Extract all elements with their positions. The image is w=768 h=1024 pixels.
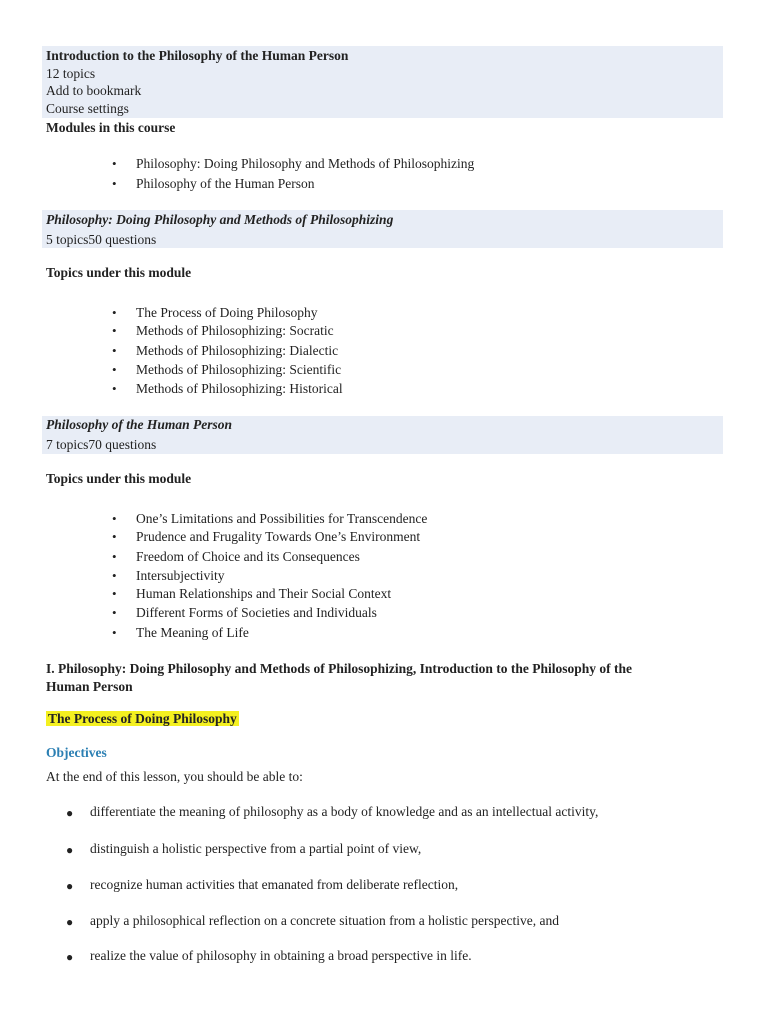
bullet-icon: ● bbox=[66, 806, 74, 820]
topic-link[interactable]: The Process of Doing Philosophy bbox=[136, 305, 318, 320]
bullet-icon: • bbox=[112, 343, 117, 358]
module-title: Philosophy of the Human Person bbox=[46, 417, 233, 432]
topic-link[interactable]: Different Forms of Societies and Individuals bbox=[136, 605, 377, 620]
objectives-intro: At the end of this lesson, you should be able to: bbox=[46, 769, 303, 784]
objective-item: recognize human activities that emanated from deliberate reflection, bbox=[90, 877, 459, 892]
bullet-icon: • bbox=[112, 362, 117, 377]
objective-item: apply a philosophical reflection on a concrete situation from a holistic perspective, and bbox=[90, 913, 559, 928]
modules-heading: Modules in this course bbox=[46, 120, 176, 135]
objectives-heading: Objectives bbox=[46, 745, 107, 760]
module-meta: 5 topics50 questions bbox=[46, 232, 157, 247]
chapter-heading-line2: Human Person bbox=[46, 679, 133, 694]
objective-item: realize the value of philosophy in obtaining a broad perspective in life. bbox=[90, 948, 472, 963]
topic-link[interactable]: One’s Limitations and Possibilities for Transcendence bbox=[136, 511, 428, 526]
topic-link[interactable]: The Meaning of Life bbox=[136, 625, 249, 640]
bullet-icon: • bbox=[112, 568, 117, 583]
bullet-icon: • bbox=[112, 156, 117, 171]
bullet-icon: • bbox=[112, 549, 117, 564]
bullet-icon: ● bbox=[66, 843, 74, 857]
topic-link[interactable]: Methods of Philosophizing: Socratic bbox=[136, 323, 334, 338]
objective-item: differentiate the meaning of philosophy as a body of knowledge and as an intellectual activity, bbox=[90, 804, 599, 819]
lesson-title-wrap bbox=[46, 710, 239, 728]
lesson-title: The Process of Doing Philosophy bbox=[48, 711, 237, 726]
bullet-icon: ● bbox=[66, 915, 74, 929]
topic-link[interactable]: Methods of Philosophizing: Dialectic bbox=[136, 343, 339, 358]
chapter-heading-line1: I. Philosophy: Doing Philosophy and Methods of Philosophizing, Introduction to the Philosophy of the bbox=[46, 661, 632, 676]
module-link[interactable]: Philosophy: Doing Philosophy and Methods of Philosophizing bbox=[136, 156, 475, 171]
topics-heading: Topics under this module bbox=[46, 471, 192, 486]
add-to-bookmark-link[interactable]: Add to bookmark bbox=[46, 83, 142, 98]
bullet-icon: • bbox=[112, 323, 117, 338]
module-link[interactable]: Philosophy of the Human Person bbox=[136, 176, 315, 191]
bullet-icon: • bbox=[112, 511, 117, 526]
course-title: Introduction to the Philosophy of the Human Person bbox=[46, 48, 349, 63]
course-settings-link[interactable]: Course settings bbox=[46, 101, 129, 116]
bullet-icon: • bbox=[112, 605, 117, 620]
bullet-icon: • bbox=[112, 625, 117, 640]
course-topics-count: 12 topics bbox=[46, 66, 96, 81]
bullet-icon: • bbox=[112, 305, 117, 320]
module-meta: 7 topics70 questions bbox=[46, 437, 157, 452]
topics-heading: Topics under this module bbox=[46, 265, 192, 280]
objective-item: distinguish a holistic perspective from a partial point of view, bbox=[90, 841, 422, 856]
bullet-icon: ● bbox=[66, 950, 74, 964]
bullet-icon: ● bbox=[66, 879, 74, 893]
bullet-icon: • bbox=[112, 529, 117, 544]
topic-link[interactable]: Prudence and Frugality Towards One’s Environment bbox=[136, 529, 421, 544]
topic-link[interactable]: Methods of Philosophizing: Scientific bbox=[136, 362, 342, 377]
bullet-icon: • bbox=[112, 176, 117, 191]
topic-link[interactable]: Intersubjectivity bbox=[136, 568, 225, 583]
topic-link[interactable]: Freedom of Choice and its Consequences bbox=[136, 549, 360, 564]
module-title: Philosophy: Doing Philosophy and Methods of Philosophizing bbox=[46, 212, 394, 227]
topic-link[interactable]: Methods of Philosophizing: Historical bbox=[136, 381, 343, 396]
bullet-icon: • bbox=[112, 586, 117, 601]
topic-link[interactable]: Human Relationships and Their Social Context bbox=[136, 586, 392, 601]
bullet-icon: • bbox=[112, 381, 117, 396]
